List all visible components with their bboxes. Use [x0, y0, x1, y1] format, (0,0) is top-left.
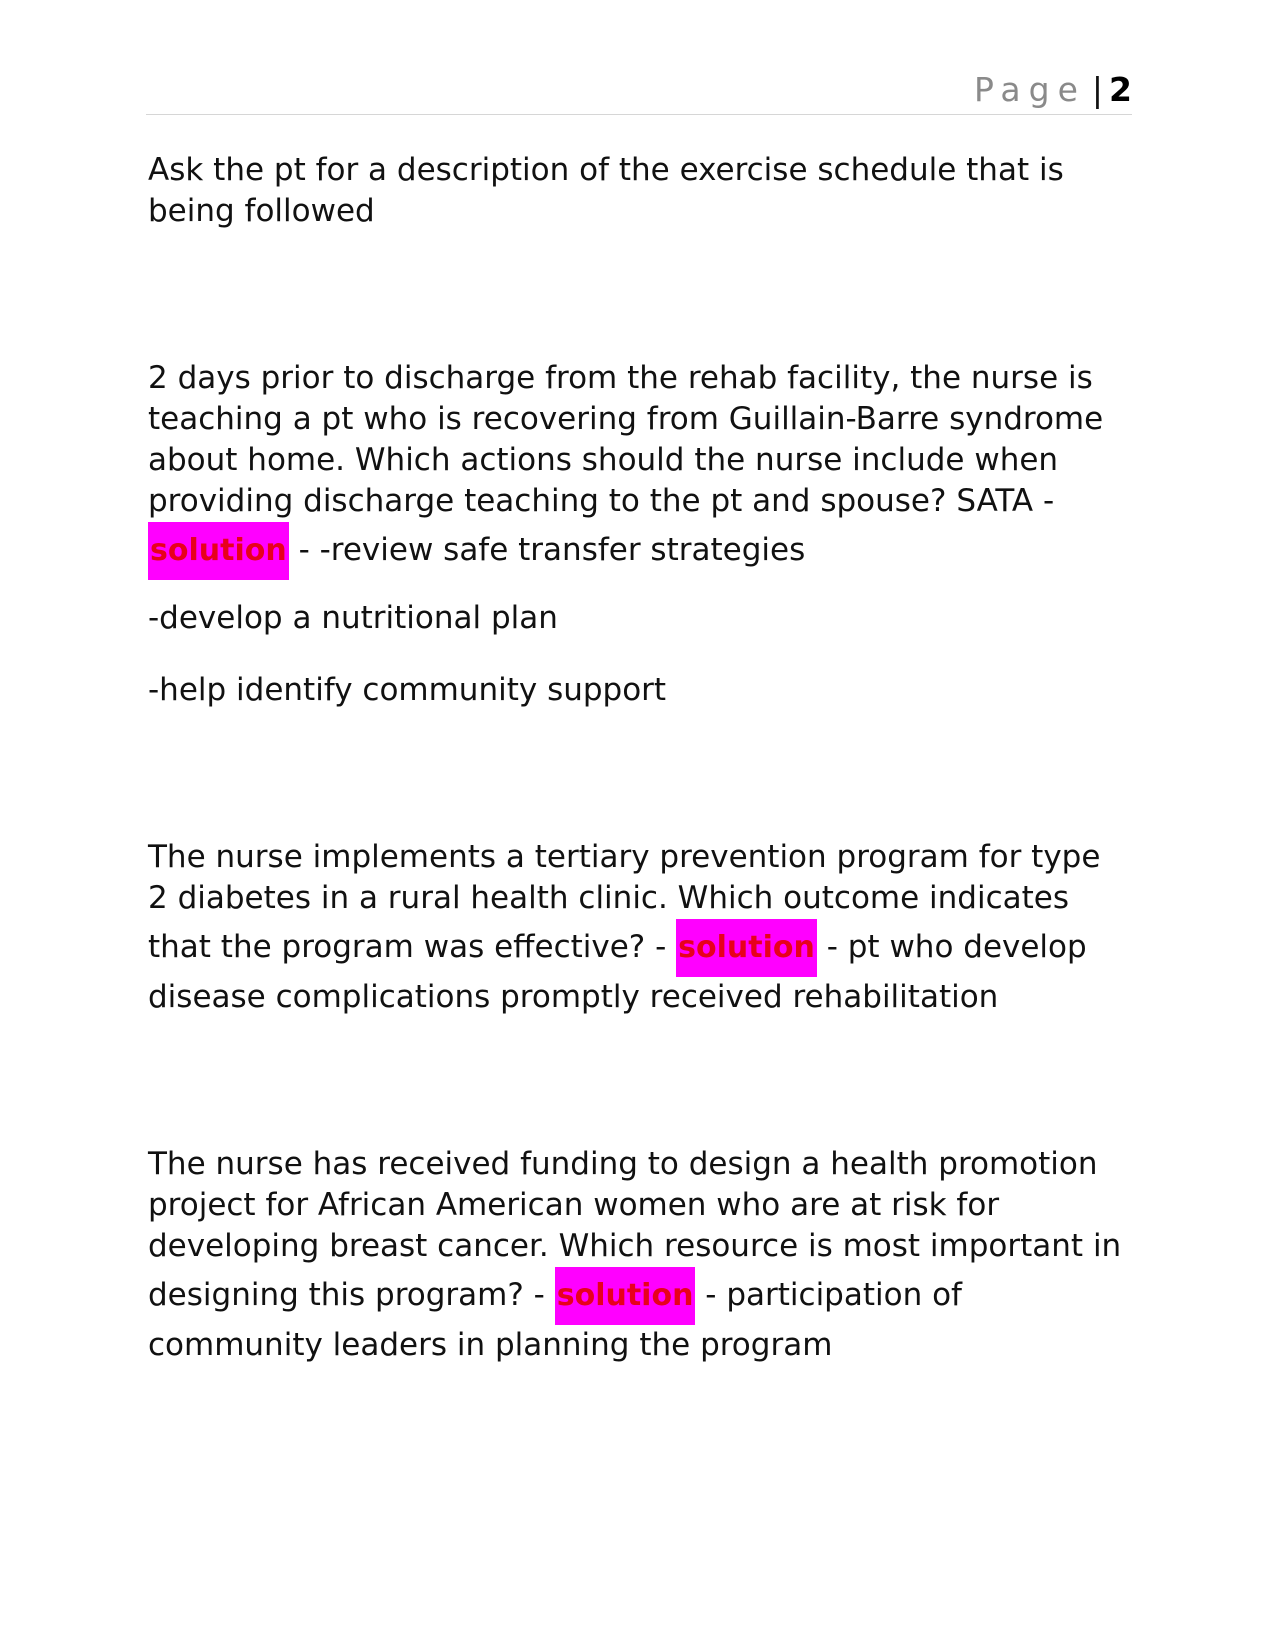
page-label: Page — [974, 70, 1086, 109]
answer-option: -help identify community support — [148, 672, 667, 708]
question-stem: The nurse implements a tertiary prevention program for type 2 diabetes in a rural health clinic. Which outcome indicates that the program was effective? - — [148, 839, 1101, 965]
answer-text: - pt who develop disease complications promptly received rehabilitation — [148, 929, 1087, 1015]
question-block-3 — [148, 837, 1128, 1018]
solution-highlight: solution — [676, 919, 817, 977]
solution-highlight: solution — [148, 522, 289, 580]
question-text — [148, 1144, 1128, 1366]
page-header — [974, 68, 1132, 112]
page-number: 2 — [1109, 70, 1132, 109]
question-text — [148, 358, 1128, 580]
answer-continuation: Ask the pt for a description of the exercise schedule that is being followed — [148, 152, 1064, 229]
question-stem: The nurse has received funding to design a health promotion project for African American women who are at risk for developing breast cancer. Which resource is most important in designing this program? - — [148, 1146, 1122, 1313]
question-block-4 — [148, 1144, 1128, 1366]
solution-highlight: solution — [555, 1267, 696, 1325]
answer-option: -develop a nutritional plan — [148, 600, 558, 636]
header-divider — [146, 114, 1132, 115]
question-text — [148, 837, 1128, 1018]
answer-text: - -review safe transfer strategies — [298, 532, 806, 568]
page-separator: | — [1091, 70, 1104, 109]
answer-text: - participation of community leaders in planning the program — [148, 1277, 962, 1363]
question-block-2 — [148, 358, 1128, 711]
question-stem: 2 days prior to discharge from the rehab facility, the nurse is teaching a pt who is recovering from Guillain-Barre syndrome about home. Which actions should the nurse include when providing discharge teaching to the pt and spouse? SATA - — [148, 360, 1104, 519]
document-body — [148, 150, 1128, 1366]
question-block-1 — [148, 150, 1128, 232]
